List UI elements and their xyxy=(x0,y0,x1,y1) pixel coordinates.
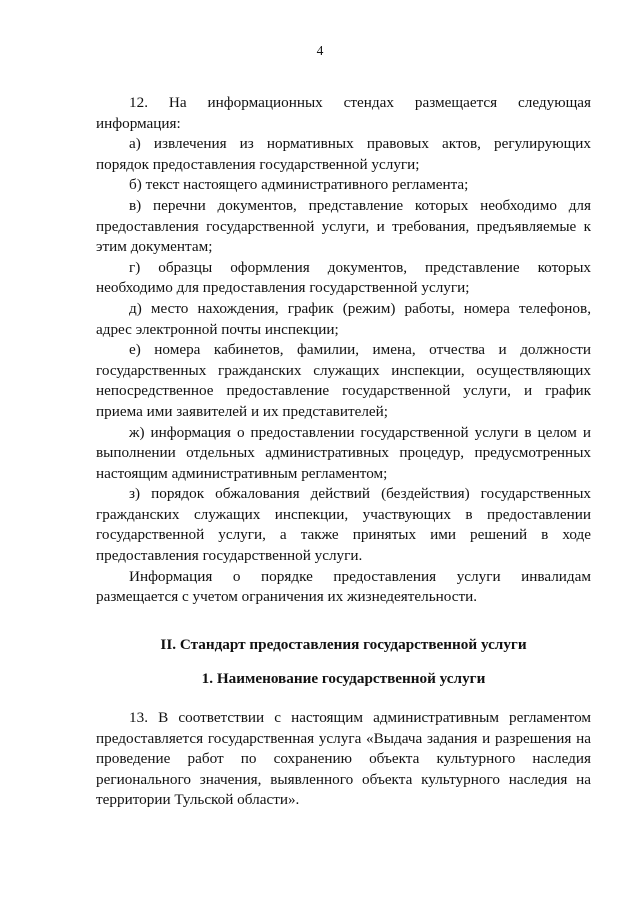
list-item-d: д) место нахождения, график (режим) работы, номера телефонов, адрес электронной почты инспекции; xyxy=(96,299,591,338)
list-item-b: б) текст настоящего административного регламента; xyxy=(129,176,469,194)
section-heading: II. Стандарт предоставления государственной услуги xyxy=(160,636,527,653)
page-number: 4 xyxy=(316,43,324,58)
service-name-section xyxy=(96,708,591,811)
paragraph-13: 13. В соответствии с настоящим административным регламентом предоставляется государственная услуга «Выдача задания и разрешения на проведение работ по сохранению объекта культурного наследия регионального значения, выявленного объекта культурного наследия на территории Тульской области». xyxy=(96,709,591,809)
list-item-e: е) номера кабинетов, фамилии, имена, отчества и должности государственных гражданских служащих инспекции, осуществляющих непосредственное предоставление государственной услуги, и график приема ими заявителей и их представителей; xyxy=(96,341,591,420)
disabled-persons-info: Информация о порядке предоставления услуги инвалидам размещается с учетом ограничения их жизнедеятельности. xyxy=(96,567,591,606)
list-item-a: а) извлечения из нормативных правовых актов, регулирующих порядок предоставления государственной услуги; xyxy=(96,135,591,173)
paragraph-12-intro: 12. На информационных стендах размещается следующая информация: xyxy=(96,94,591,132)
list-item-g: г) образцы оформления документов, представление которых необходимо для предоставления государственной услуги; xyxy=(96,258,591,297)
list-item-v: в) перечни документов, представление которых необходимо для предоставления государственной услуги, и требования, предъявляемые к этим документам; xyxy=(96,196,591,256)
list-item-z: з) порядок обжалования действий (бездействия) государственных гражданских служащих инспекции, участвующих в предоставлении государственной услуги, а также принятых ими решений в ходе предоставления государственной услуги. xyxy=(96,485,591,565)
information-stands-section xyxy=(96,93,591,608)
list-item-zh: ж) информация о предоставлении государственной услуги в целом и выполнении отдельных административных процедур, предусмотренных настоящим административным регламентом; xyxy=(96,423,591,482)
subsection-heading: 1. Наименование государственной услуги xyxy=(201,670,486,687)
